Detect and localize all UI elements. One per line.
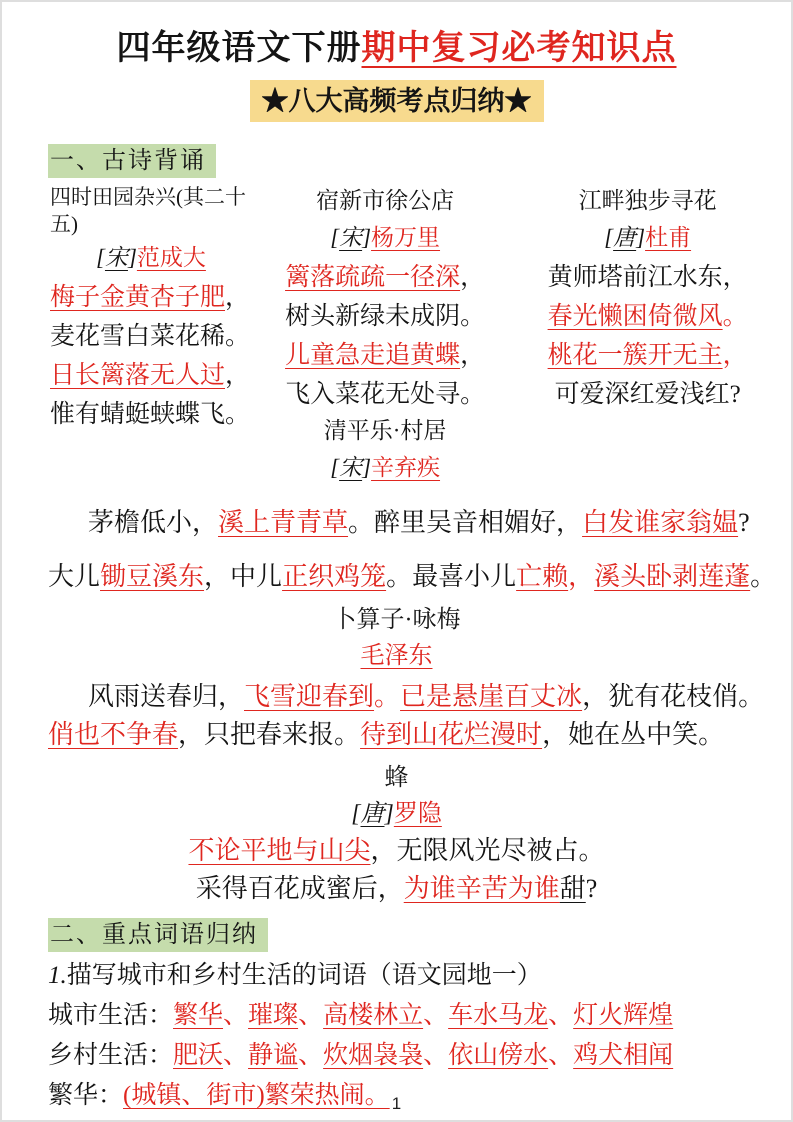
poem-line: 茅檐低小，溪上青青草。醉里吴音相媚好，白发谁家翁媪? — [88, 508, 750, 537]
section2-header: 二、重点词语归纳 — [48, 918, 268, 952]
poem-line: 采得百花成蜜后，为谁辛苦为谁甜? — [195, 874, 598, 903]
poem-title: 清平乐·村居 — [323, 418, 447, 443]
poem-line: 俏也不争春，只把春来报。待到山花烂漫时，她在丛中笑。 — [48, 720, 725, 749]
poem-line: 风雨送春归，飞雪迎春到。已是悬崖百丈冰，犹有花枝俏。 — [88, 682, 765, 711]
poem-line: 春光懒困倚微风。 — [547, 303, 748, 330]
main-title-black: 四年级语文下册 — [116, 30, 362, 67]
vocab-line: 乡村生活：肥沃、静谧、炊烟袅袅、依山傍水、鸡犬相闻 — [48, 1042, 674, 1069]
poem-line: 可爱深红爱浅红? — [554, 381, 741, 408]
poem-line: 惟有蜻蜓蛱蝶飞。 — [50, 401, 251, 428]
vocab-line: 1.描写城市和乡村生活的词语（语文园地一） — [48, 962, 542, 989]
poem-line: 麦花雪白菜花稀。 — [50, 323, 251, 350]
poem-author: [宋]杨万里 — [330, 225, 441, 250]
vocab-line: 繁华：(城镇、街市)繁荣热闹。 — [48, 1082, 390, 1109]
poem-title: 蜂 — [384, 765, 409, 791]
section1-header: 一、古诗背诵 — [48, 144, 216, 178]
poem-column-3 — [518, 184, 777, 488]
poem-title: 江畔独步寻花 — [578, 188, 717, 213]
poem-line: 大儿锄豆溪东，中儿正织鸡笼。最喜小儿亡赖，溪头卧剥莲蓬。 — [48, 562, 777, 591]
poem-line: 不论平地与山尖，无限风光尽被占。 — [188, 836, 605, 865]
subtitle-row — [2, 80, 791, 122]
poem-title: 卜算子·咏梅 — [332, 607, 461, 633]
main-title-red: 期中复习必考知识点 — [361, 30, 677, 67]
poem-line: 篱落疏疏一径深， — [285, 264, 486, 291]
poem-author: 毛泽东 — [360, 643, 433, 669]
poem-author: [宋]辛弃疾 — [330, 455, 441, 480]
poem-line: 桃花一簇开无主， — [547, 342, 748, 369]
poem-column-1 — [16, 184, 252, 488]
poem-columns — [2, 184, 791, 488]
poem-line: 梅子金黄杏子肥， — [50, 284, 251, 311]
poem-line: 黄师塔前江水东， — [547, 264, 748, 291]
main-title — [2, 26, 791, 72]
subtitle-highlight: ★八大高频考点归纳★ — [250, 80, 544, 122]
poem-column-2 — [252, 184, 518, 488]
poem-line: 飞入菜花无处寻。 — [285, 381, 486, 408]
poem-line: 日长篱落无人过， — [50, 362, 251, 389]
poem-title: 四时田园杂兴(其二十五) — [50, 185, 246, 236]
vocab-line: 城市生活：繁华、璀璨、高楼林立、车水马龙、灯火辉煌 — [48, 1002, 674, 1029]
poem-author: [唐]杜甫 — [604, 225, 692, 250]
poem-line: 儿童急走追黄蝶， — [285, 342, 486, 369]
page-number: 1 — [391, 1094, 402, 1113]
poem-line: 树头新绿未成阴。 — [285, 303, 486, 330]
section1-header-row — [48, 144, 791, 178]
poem-title: 宿新市徐公店 — [316, 188, 455, 213]
poem-author: [宋]范成大 — [96, 245, 206, 270]
poem-author: [唐]罗隐 — [351, 801, 442, 827]
section2-header-row — [48, 918, 791, 952]
